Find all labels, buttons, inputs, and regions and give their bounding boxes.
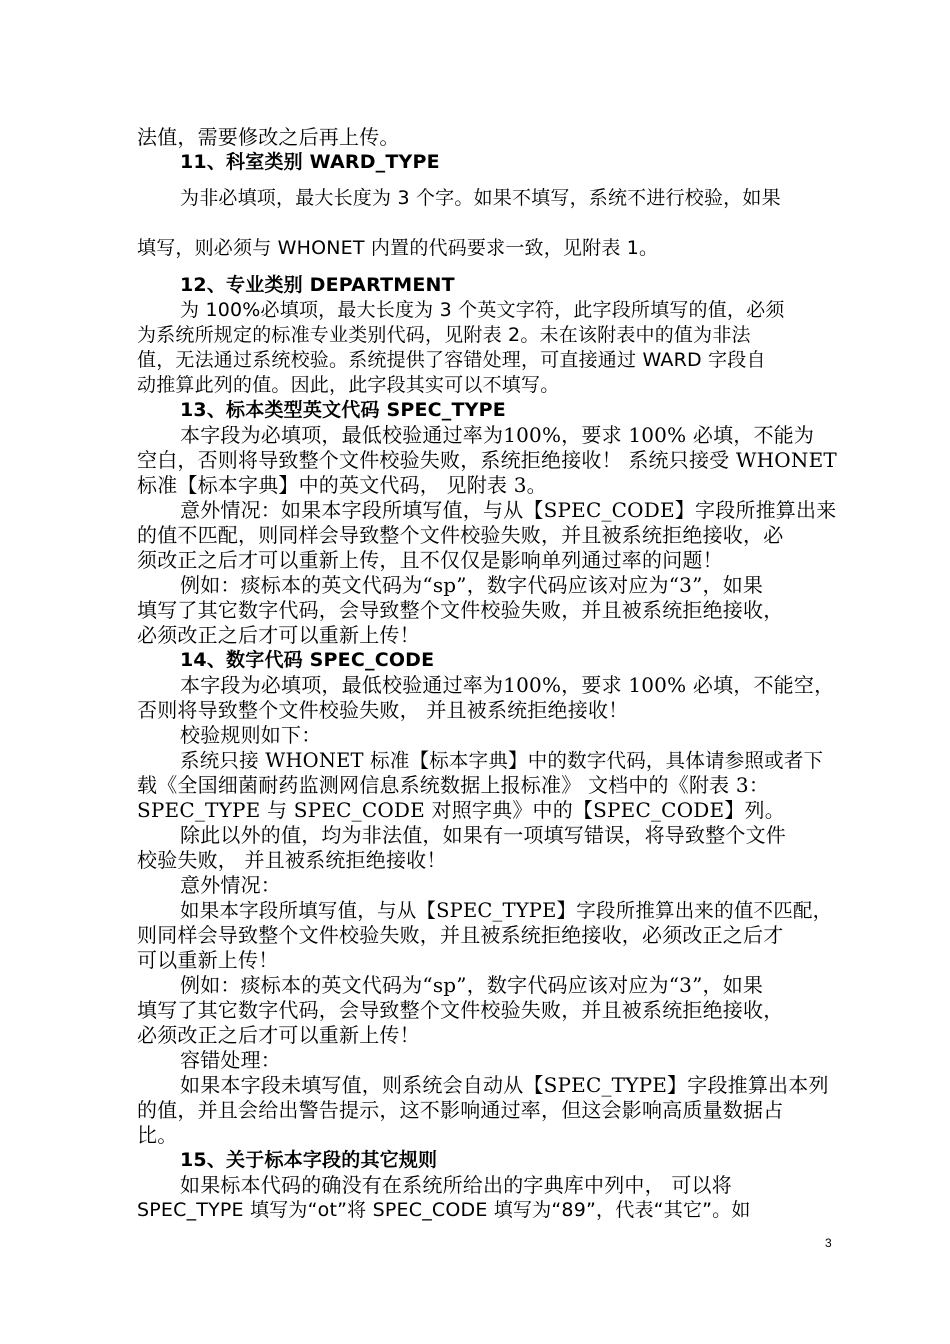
body-text-line: 可以重新上传！ — [137, 948, 279, 972]
body-text-line: 容错处理： — [180, 1048, 281, 1072]
body-text-line: 本字段为必填项，最低校验通过率为100%，要求 100% 必填，不能为 — [180, 423, 815, 447]
body-text-line: 动推算此列的值。因此，此字段其实可以不填写。 — [137, 374, 560, 396]
body-text-line: 如果本字段所填写值，与从【SPEC_TYPE】字段所推算出来的值不匹配， — [180, 899, 833, 922]
body-text-line: 填写了其它数字代码，会导致整个文件校验失败，并且被系统拒绝接收， — [137, 598, 784, 622]
body-text-line: 标准【标本字典】中的英文代码， 见附表 3。 — [137, 473, 547, 497]
section-heading: 12、专业类别 DEPARTMENT — [180, 274, 455, 296]
body-text-line: 本字段为必填项，最低校验通过率为100%，要求 100% 必填，不能空， — [180, 673, 835, 697]
body-text-line: 意外情况： — [180, 873, 281, 897]
body-text-line: 为非必填项，最大长度为 3 个字。如果不填写，系统不进行校验，如果 — [180, 187, 781, 209]
body-text-line: 必须改正之后才可以重新上传！ — [137, 1023, 420, 1047]
body-text-line: 须改正之后才可以重新上传，且不仅仅是影响单列通过率的问题！ — [137, 548, 723, 572]
body-text-line: 系统只接 WHONET 标准【标本字典】中的数字代码，具体请参照或者下 — [180, 749, 824, 772]
body-text-line: 否则将导致整个文件校验失败， 并且被系统拒绝接收！ — [137, 698, 629, 722]
section-heading: 11、科室类别 WARD_TYPE — [180, 151, 440, 173]
body-text-line: 的值不匹配，则同样会导致整个文件校验失败，并且被系统拒绝接收，必 — [137, 523, 784, 547]
body-text-line: 必须改正之后才可以重新上传！ — [137, 623, 420, 647]
body-text-line: 空白，否则将导致整个文件校验失败，系统拒绝接收！ 系统只接受 WHONET — [137, 448, 837, 472]
body-text-line: 比。 — [137, 1123, 178, 1147]
body-text-line: 除此以外的值，均为非法值，如果有一项填写错误，将导致整个文件 — [180, 823, 786, 847]
body-text-line: 的值，并且会给出警告提示，这不影响通过率，但这会影响高质量数据占 — [137, 1098, 784, 1122]
body-text-line: 校验规则如下： — [180, 723, 322, 747]
body-text-line: 法值，需要修改之后再上传。 — [137, 125, 400, 149]
body-text-line: 校验失败， 并且被系统拒绝接收！ — [137, 848, 447, 872]
body-text-line: SPEC_TYPE 填写为“ot”将 SPEC_CODE 填写为“89”，代表“其它”。如 — [137, 1199, 751, 1221]
body-text-line: 填写，则必须与 WHONET 内置的代码要求一致，见附表 1。 — [137, 237, 659, 259]
body-text-line: 值，无法通过系统校验。系统提供了容错处理，可直接通过 WARD 字段自 — [137, 349, 766, 371]
section-heading: 14、数字代码 SPEC_CODE — [180, 649, 435, 671]
body-text-line: 如果标本代码的确没有在系统所给出的字典库中列中， 可以将 — [180, 1173, 732, 1197]
body-text-line: 则同样会导致整个文件校验失败，并且被系统拒绝接收，必须改正之后才 — [137, 923, 784, 947]
body-text-line: 意外情况：如果本字段所填写值，与从【SPEC_CODE】字段所推算出来 — [180, 498, 837, 522]
body-text-line: 为系统所规定的标准专业类别代码，见附表 2。未在该附表中的值为非法 — [137, 324, 751, 346]
body-text-line: SPEC_TYPE 与 SPEC_CODE 对照字典》中的【SPEC_CODE】列。 — [137, 798, 785, 822]
body-text-line: 为 100%必填项，最大长度为 3 个英文字符，此字段所填写的值，必须 — [180, 299, 785, 321]
body-text-line: 载《全国细菌耐药监测网信息系统数据上报标准》 文档中的《附表 3： — [137, 773, 770, 797]
body-text-line: 如果本字段未填写值，则系统会自动从【SPEC_TYPE】字段推算出本列 — [180, 1073, 829, 1097]
body-text-line: 填写了其它数字代码，会导致整个文件校验失败，并且被系统拒绝接收， — [137, 998, 784, 1022]
body-text-line: 例如：痰标本的英文代码为“sp”，数字代码应该对应为“3”，如果 — [180, 573, 764, 597]
section-heading: 15、关于标本字段的其它规则 — [180, 1149, 438, 1171]
section-heading: 13、标本类型英文代码 SPEC_TYPE — [180, 399, 506, 421]
page-number: 3 — [825, 1236, 832, 1250]
body-text-line: 例如：痰标本的英文代码为“sp”，数字代码应该对应为“3”，如果 — [180, 973, 764, 997]
